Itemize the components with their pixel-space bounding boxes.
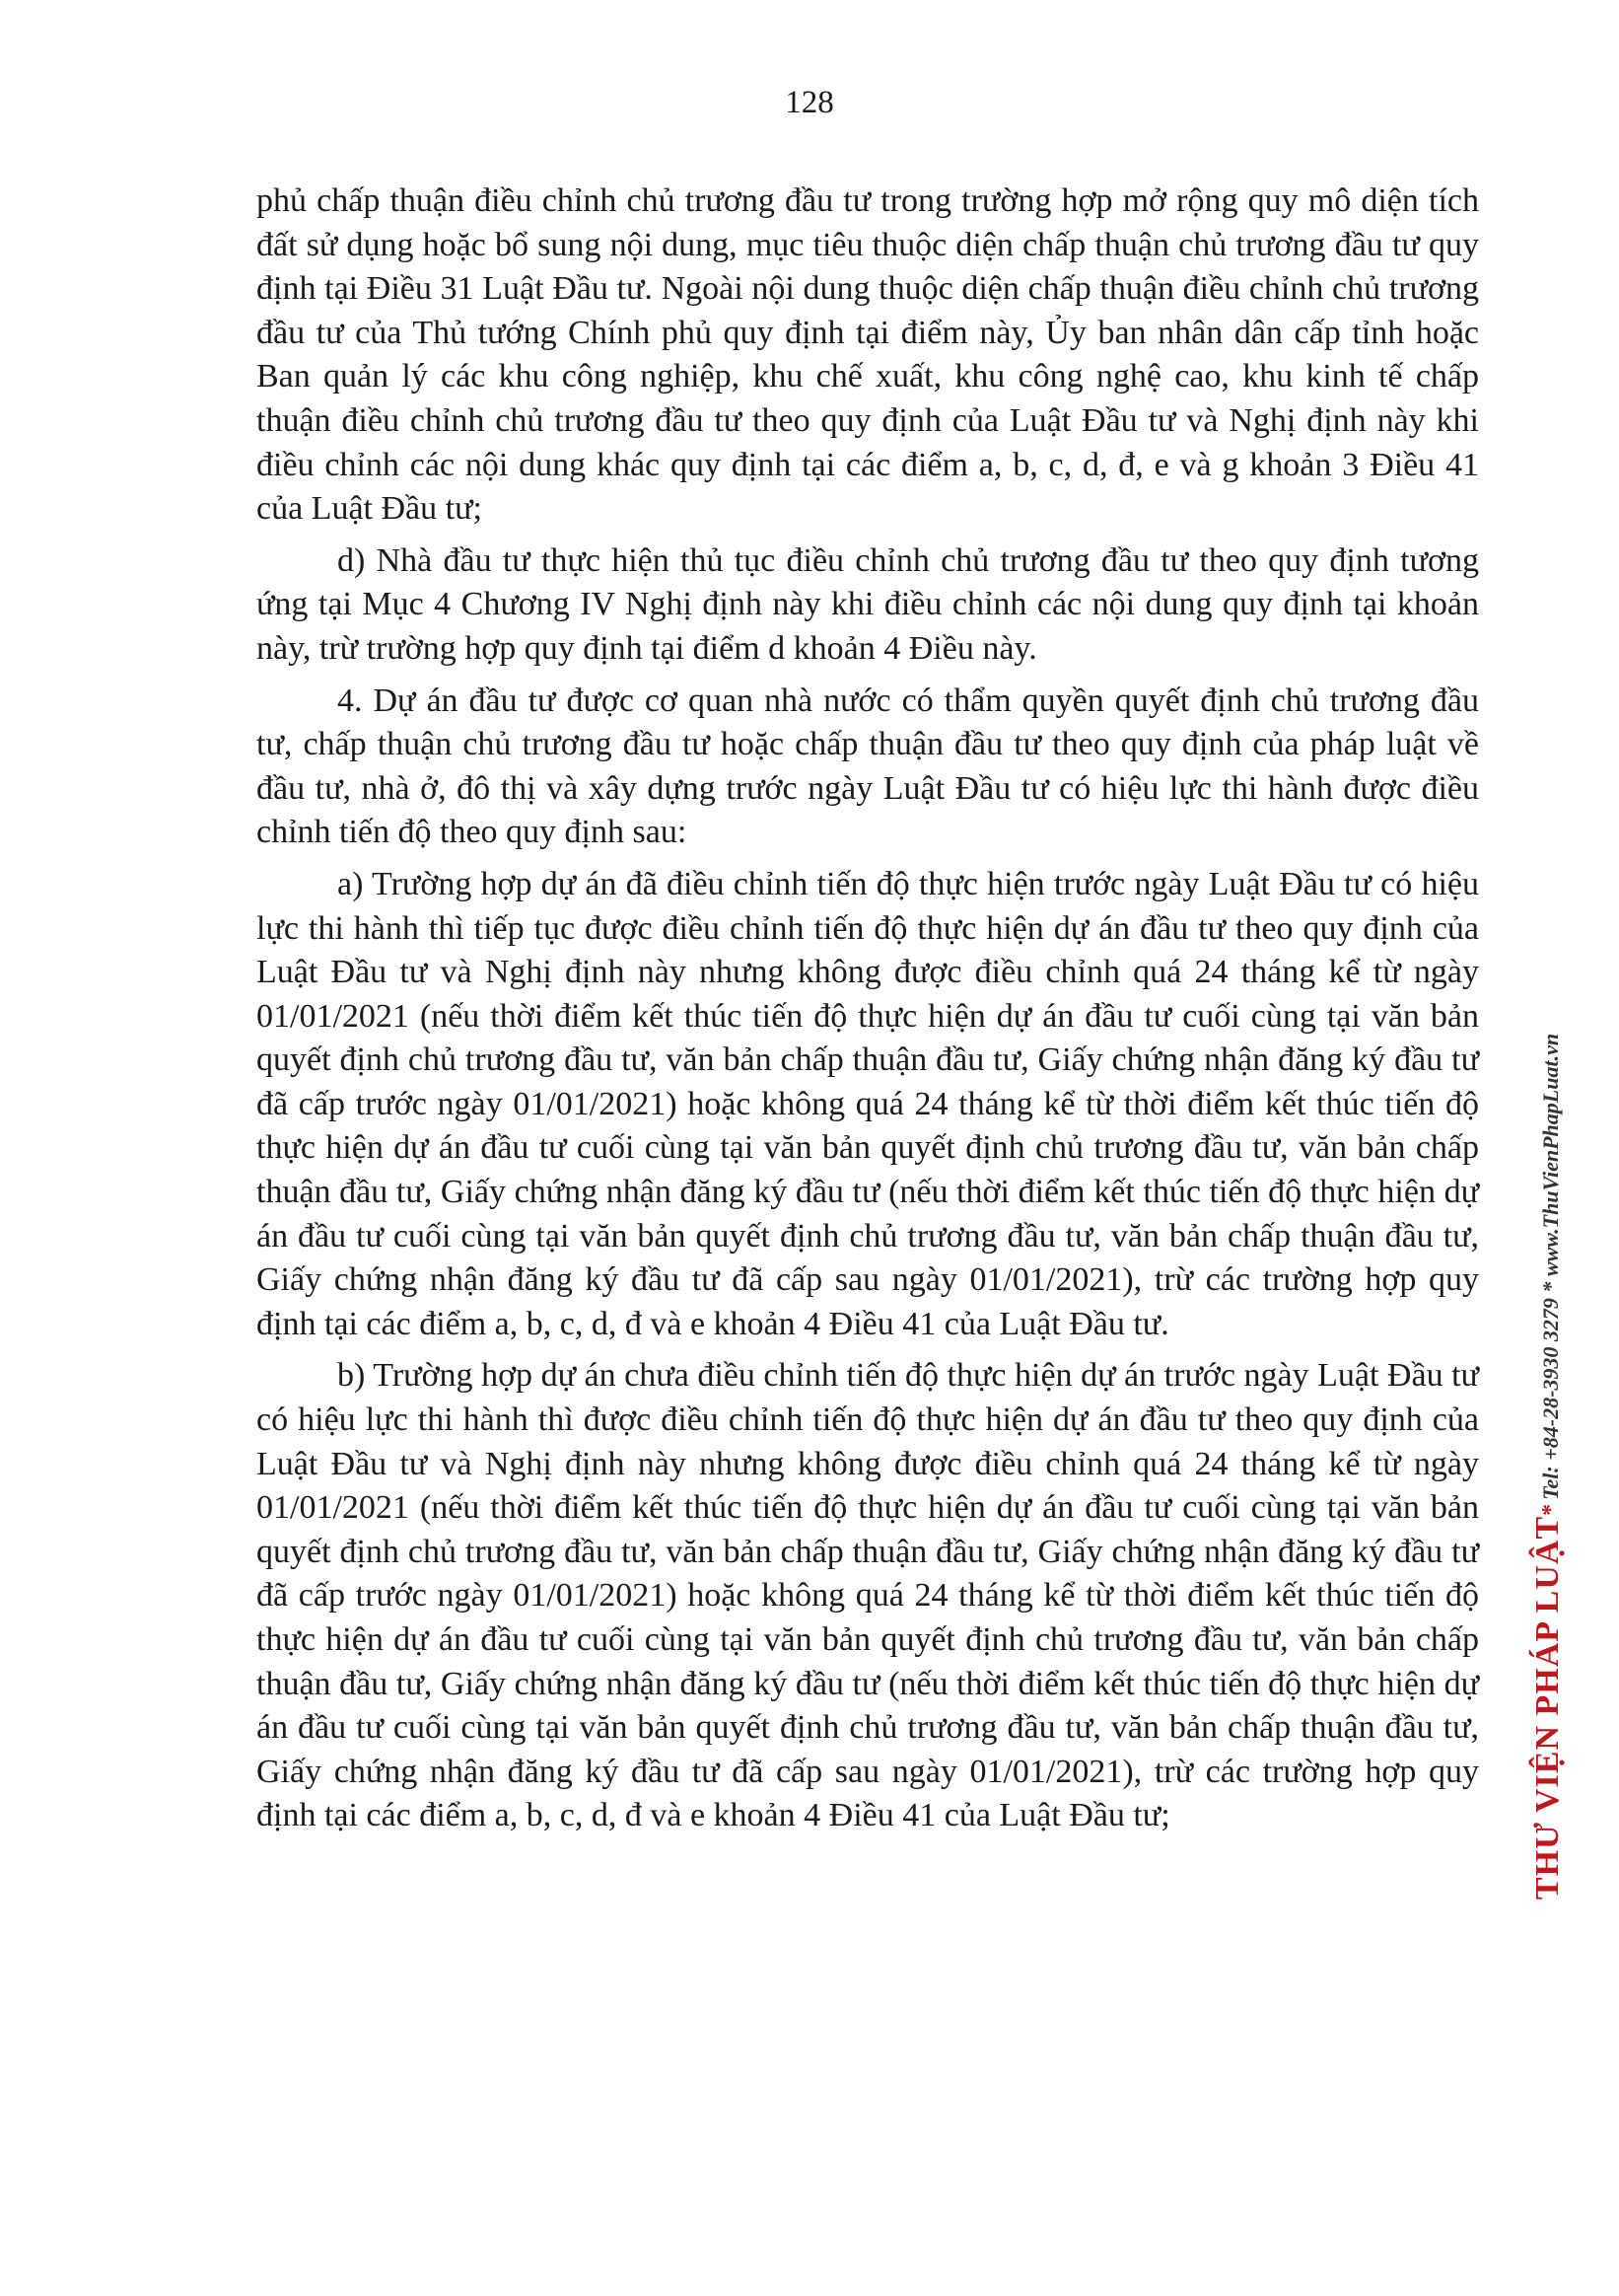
page-number: 128 — [785, 85, 834, 120]
paragraph-continuation: phủ chấp thuận điều chỉnh chủ trương đầu tư trong trường hợp mở rộng quy mô diện tích đất sử dụng hoặc bổ sung nội dung, mục tiêu thuộc diện chấp thuận chủ trương đầu tư quy định tại Điều 31 Luật Đầu tư. Ngoài nội dung thuộc diện chấp thuận điều chỉnh chủ trương đầu tư của Thủ tướng Chính phủ quy định tại điểm này, Ủy ban nhân dân cấp tỉnh hoặc Ban quản lý các khu công nghiệp, khu chế xuất, khu công nghệ cao, khu kinh tế chấp thuận điều chỉnh chủ trương đầu tư theo quy định của Luật Đầu tư và Nghị định này khi điều chỉnh các nội dung khác quy định tại các điểm a, b, c, d, đ, e và g khoản 3 Điều 41 của Luật Đầu tư; — [256, 182, 1479, 528]
paragraph-clause-4: 4. Dự án đầu tư được cơ quan nhà nước có thẩm quyền quyết định chủ trương đầu tư, chấp thuận chủ trương đầu tư hoặc chấp thuận đầu tư theo quy định của pháp luật về đầu tư, nhà ở, đô thị và xây dựng trước ngày Luật Đầu tư có hiệu lực thi hành được điều chỉnh tiến độ theo quy định sau: — [256, 682, 1479, 851]
watermark-text — [1529, 1034, 1567, 1900]
document-body — [256, 179, 1479, 1846]
paragraph-point-a: a) Trường hợp dự án đã điều chỉnh tiến độ thực hiện trước ngày Luật Đầu tư có hiệu lực thi hành thì tiếp tục được điều chỉnh tiến độ thực hiện dự án đầu tư theo quy định của Luật Đầu tư và Nghị định này nhưng không được điều chỉnh quá 24 tháng kể từ ngày 01/01/2021 (nếu thời điểm kết thúc tiến độ thực hiện dự án đầu tư cuối cùng tại văn bản quyết định chủ trương đầu tư, văn bản chấp thuận đầu tư, Giấy chứng nhận đăng ký đầu tư đã cấp trước ngày 01/01/2021) hoặc không quá 24 tháng kể từ thời điểm kết thúc tiến độ thực hiện dự án đầu tư cuối cùng tại văn bản quyết định chủ trương đầu tư, văn bản chấp thuận đầu tư, Giấy chứng nhận đăng ký đầu tư (nếu thời điểm kết thúc tiến độ thực hiện dự án đầu tư cuối cùng tại văn bản quyết định chủ trương đầu tư, văn bản chấp thuận đầu tư, Giấy chứng nhận đăng ký đầu tư đã cấp sau ngày 01/01/2021), trừ các trường hợp quy định tại các điểm a, b, c, d, đ và e khoản 4 Điều 41 của Luật Đầu tư. — [256, 865, 1479, 1342]
paragraph-point-b: b) Trường hợp dự án chưa điều chỉnh tiến độ thực hiện dự án trước ngày Luật Đầu tư có hiệu lực thi hành thì được điều chỉnh tiến độ thực hiện dự án đầu tư theo quy định của Luật Đầu tư và Nghị định này nhưng không được điều chỉnh quá 24 tháng kể từ ngày 01/01/2021 (nếu thời điểm kết thúc tiến độ thực hiện dự án đầu tư cuối cùng tại văn bản quyết định chủ trương đầu tư, văn bản chấp thuận đầu tư, Giấy chứng nhận đăng ký đầu tư đã cấp trước ngày 01/01/2021) hoặc không quá 24 tháng kể từ thời điểm kết thúc tiến độ thực hiện dự án đầu tư cuối cùng tại văn bản quyết định chủ trương đầu tư, văn bản chấp thuận đầu tư, Giấy chứng nhận đăng ký đầu tư (nếu thời điểm kết thúc tiến độ thực hiện dự án đầu tư cuối cùng tại văn bản quyết định chủ trương đầu tư, văn bản chấp thuận đầu tư, Giấy chứng nhận đăng ký đầu tư đã cấp sau ngày 01/01/2021), trừ các trường hợp quy định tại các điểm a, b, c, d, đ và e khoản 4 Điều 41 của Luật Đầu tư; — [256, 1357, 1479, 1834]
watermark-separator: * — [1538, 1503, 1564, 1516]
paragraph-point-d: d) Nhà đầu tư thực hiện thủ tục điều chỉnh chủ trương đầu tư theo quy định tương ứng tại Mục 4 Chương IV Nghị định này khi điều chỉnh các nội dung quy định tại khoản này, trừ trường hợp quy định tại điểm d khoản 4 Điều này. — [256, 541, 1479, 667]
watermark-brand: THƯ VIỆN PHÁP LUẬT — [1529, 1515, 1566, 1901]
watermark-contact: Tel: +84-28-3930 3279 * www.ThuVienPhapLuat.vn — [1538, 1033, 1563, 1500]
